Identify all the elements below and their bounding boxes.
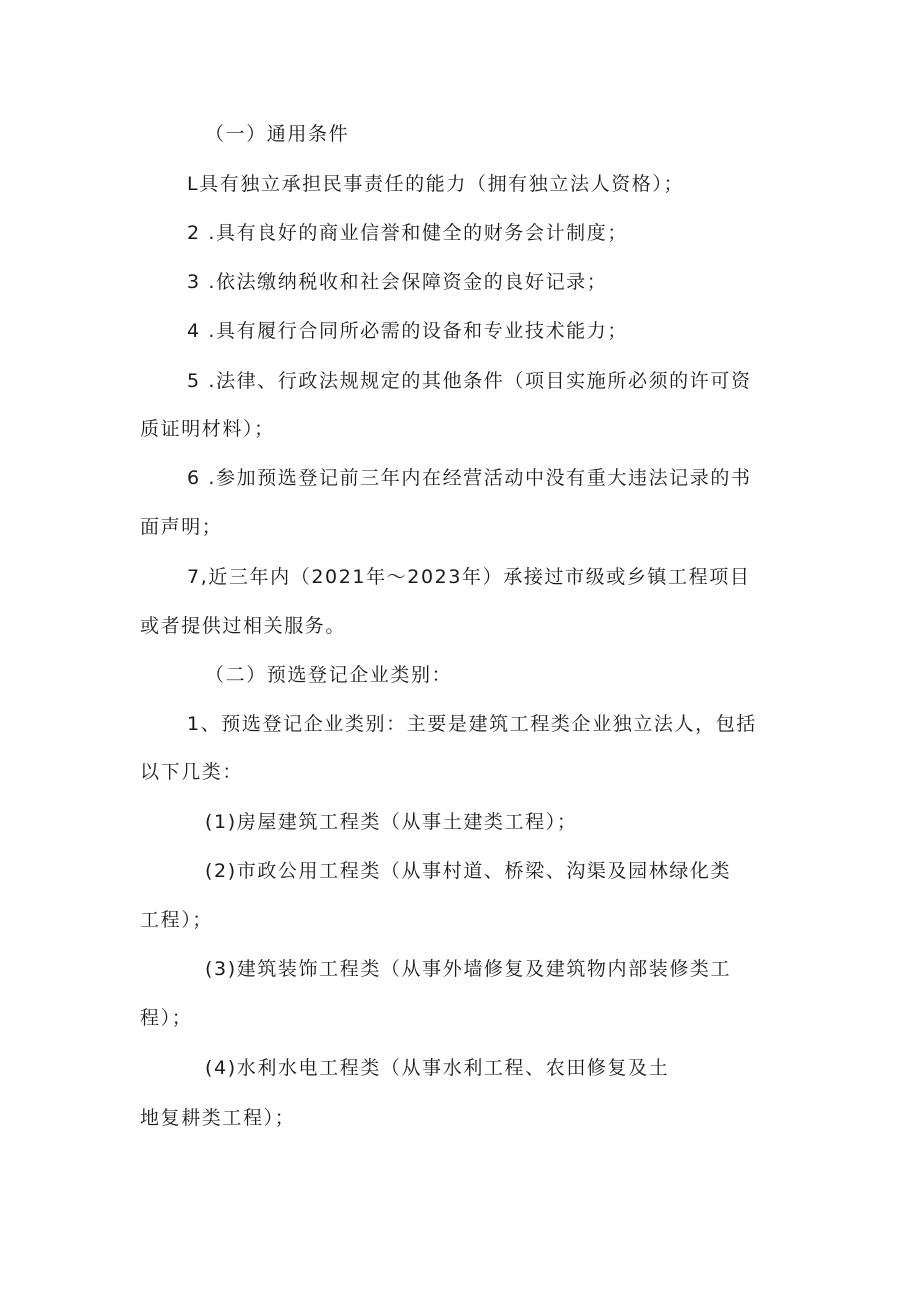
category-4-cont: 地复耕类工程）； (140, 1107, 296, 1129)
condition-7-cont: 或者提供过相关服务。 (140, 615, 347, 637)
condition-6: 6 .参加预选登记前三年内在经营活动中没有重大违法记录的书 (187, 467, 752, 489)
condition-2: 2 .具有良好的商业信誉和健全的财务会计制度； (187, 222, 628, 244)
condition-3: 3 .依法缴纳税收和社会保障资金的良好记录； (187, 271, 608, 293)
category-2: (2)市政公用工程类（从事村道、桥梁、沟渠及园林绿化类 (205, 860, 732, 882)
condition-6-cont: 面声明； (140, 516, 223, 538)
category-1: (1)房屋建筑工程类（从事土建类工程）； (205, 811, 578, 833)
condition-5: 5 .法律、行政法规规定的其他条件（项目实施所必须的许可资 (187, 370, 752, 392)
condition-4: 4 .具有履行合同所必需的设备和专业技术能力； (187, 320, 628, 342)
category-intro-cont: 以下几类： (140, 761, 244, 783)
condition-1: L具有独立承担民事责任的能力（拥有独立法人资格）； (187, 173, 685, 195)
category-3: (3)建筑装饰工程类（从事外墙修复及建筑物内部装修类工 (205, 958, 732, 980)
category-4: (4)水利水电工程类（从事水利工程、农田修复及土 (205, 1057, 670, 1079)
category-2-cont: 工程）； (140, 909, 213, 931)
category-intro: 1、预选登记企业类别：主要是建筑工程类企业独立法人，包括 (187, 713, 757, 735)
section1-heading: （一）通用条件 (205, 123, 350, 145)
condition-7: 7,近三年内（2021年～2023年）承接过市级或乡镇工程项目 (187, 566, 751, 588)
section2-heading: （二）预选登记企业类别： (205, 664, 453, 686)
category-3-cont: 程）； (140, 1007, 193, 1029)
condition-5-cont: 质证明材料）； (140, 418, 275, 440)
